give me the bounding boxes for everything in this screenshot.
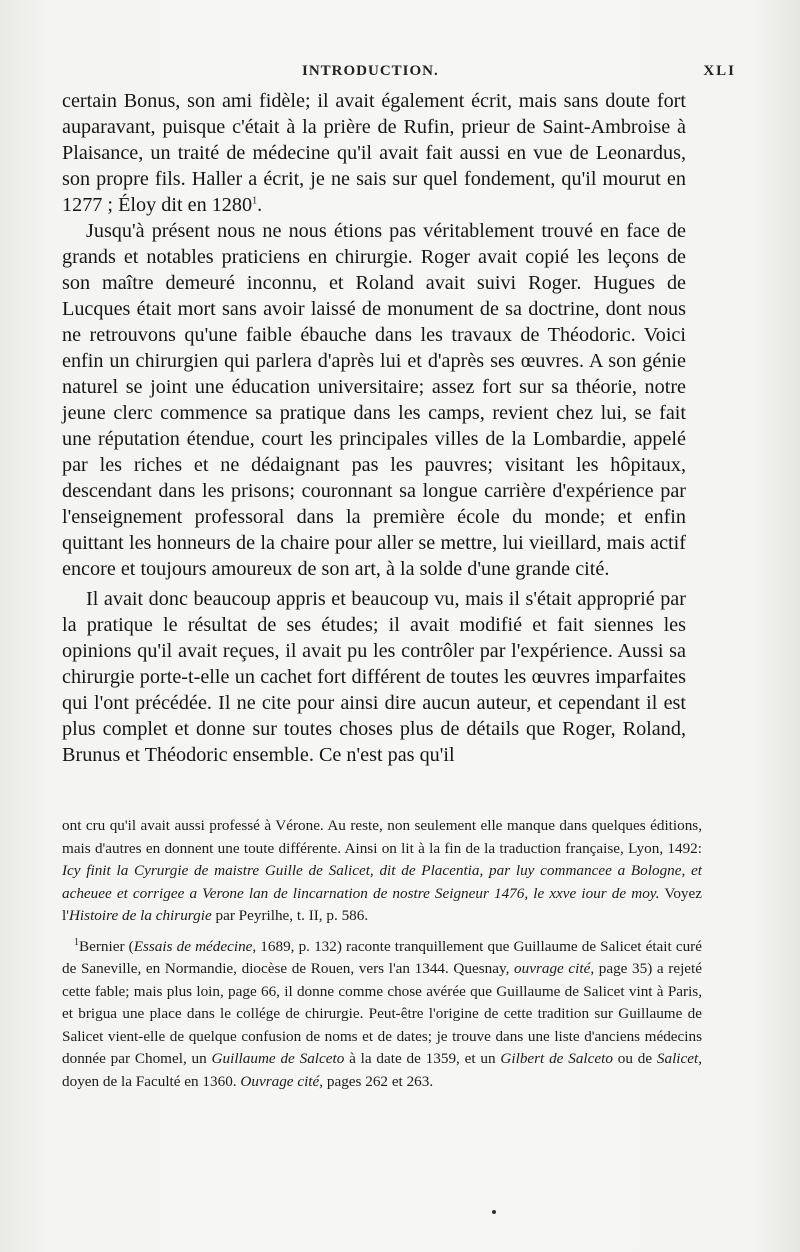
footnote-reference[interactable]: 1 [252,195,258,207]
footnote-1: $^1$Bernier (Essais de médecine, 1689, p. 132) raconte tranquillement que Guillaume de Salicet était curé de Saneville, en Normandie, diocèse de Rouen, vers l'an 1344. Quesnay, ouvrage cité, page 35) a rejeté cette fable; mais plus loin, page 66, il donne comme chose avérée que Guillaume de Salicet vint à Paris, et brigua une place dans le collége de chirurgie. Peut-être l'origine de cette tradition sur Guillaume de Salicet vient-elle de quelque confusion de noms et de dates; je trouve dans une liste d'anciens médecins donnée par Chomel, un Guillaume de Salceto à la date de 1359, et un Gilbert de Salceto ou de Salicet, doyen de la Faculté en 1360. Ouvrage cité, pages 262 et 263. [62,936,702,1090]
paragraph: Il avait donc beaucoup appris et beaucoup vu, mais il s'était approprié par la pratique le résultat de ses études; il avait modifié et fait siennes les opinions qu'il avait reçues, il avait pu les contrôler par l'expérience. Aussi sa chirurgie porte-t-elle un cachet fort différent de toutes les œuvres imparfaites qui l'ont précédée. Il ne cite pour ainsi dire aucun auteur, et cependant il est plus complet et donne sur toutes choses plus de détails que Roger, Roland, Brunus et Théodoric ensemble. Ce n'est pas qu'il [62,588,686,766]
footnotes [62,815,702,1093]
paragraph-continuation: certain Bonus, son ami fidèle; il avait également écrit, mais sans doute fort auparavant, puisque c'était à la prière de Rufin, prieur de Saint-Ambroise à Plaisance, un traité de médecine qu'il avait fait aussi en vue de Leonardus, son propre fils. Haller a écrit, je ne sais sur quel fondement, qu'il mourut en 1277 ; Éloy dit en 1280$^1$. [62,90,686,216]
footnote-continuation: ont cru qu'il avait aussi professé à Vérone. Au reste, non seulement elle manque dans quelques éditions, mais d'autres en donnent une toute différente. Ainsi on lit à la fin de la traduction française, Lyon, 1492: Icy finit la Cyrurgie de maistre Guille de Salicet, dit de Placentia, par luy commancee a Bologne, et acheuee et corrigee a Verone lan de lincarnation de nostre Seigneur 1476, le xxve iour de moy. Voyez l'Histoire de la chirurgie par Peyrilhe, t. II, p. 586. [62,817,703,924]
main-text [62,88,686,768]
paragraph: Jusqu'à présent nous ne nous étions pas véritablement trouvé en face de grands et notables praticiens en chirurgie. Roger avait copié les leçons de son maître demeuré inconnu, et Roland avait suivi Roger. Hugues de Lucques était mort sans avoir laissé de monument de sa doctrine, dont nous ne retrouvons qu'une faible ébauche dans les travaux de Théodoric. Voici enfin un chirurgien qui parlera d'après lui et d'après ses œuvres. A son génie naturel se joint une éducation universitaire; assez fort sur sa théorie, notre jeune clerc commence sa pratique dans les camps, revient chez lui, se fait une réputation étendue, court les principales villes de la Lombardie, appelé par les riches et ne dédaignant pas les pauvres; visitant les hôpitaux, descendant dans les prisons; couronnant sa longue carrière d'expérience par l'enseignement professoral dans la première école du monde; et enfin quittant les honneurs de la chaire pour aller se mettre, lui vieillard, mais actif encore et toujours amoureux de son art, à la solde d'une grande cité. [62,220,686,580]
running-title: INTRODUCTION. [302,63,439,79]
footnote-marker: 1 [74,936,79,948]
page-number: XLI [703,63,736,79]
print-speck [492,1210,496,1214]
running-head [62,58,736,84]
